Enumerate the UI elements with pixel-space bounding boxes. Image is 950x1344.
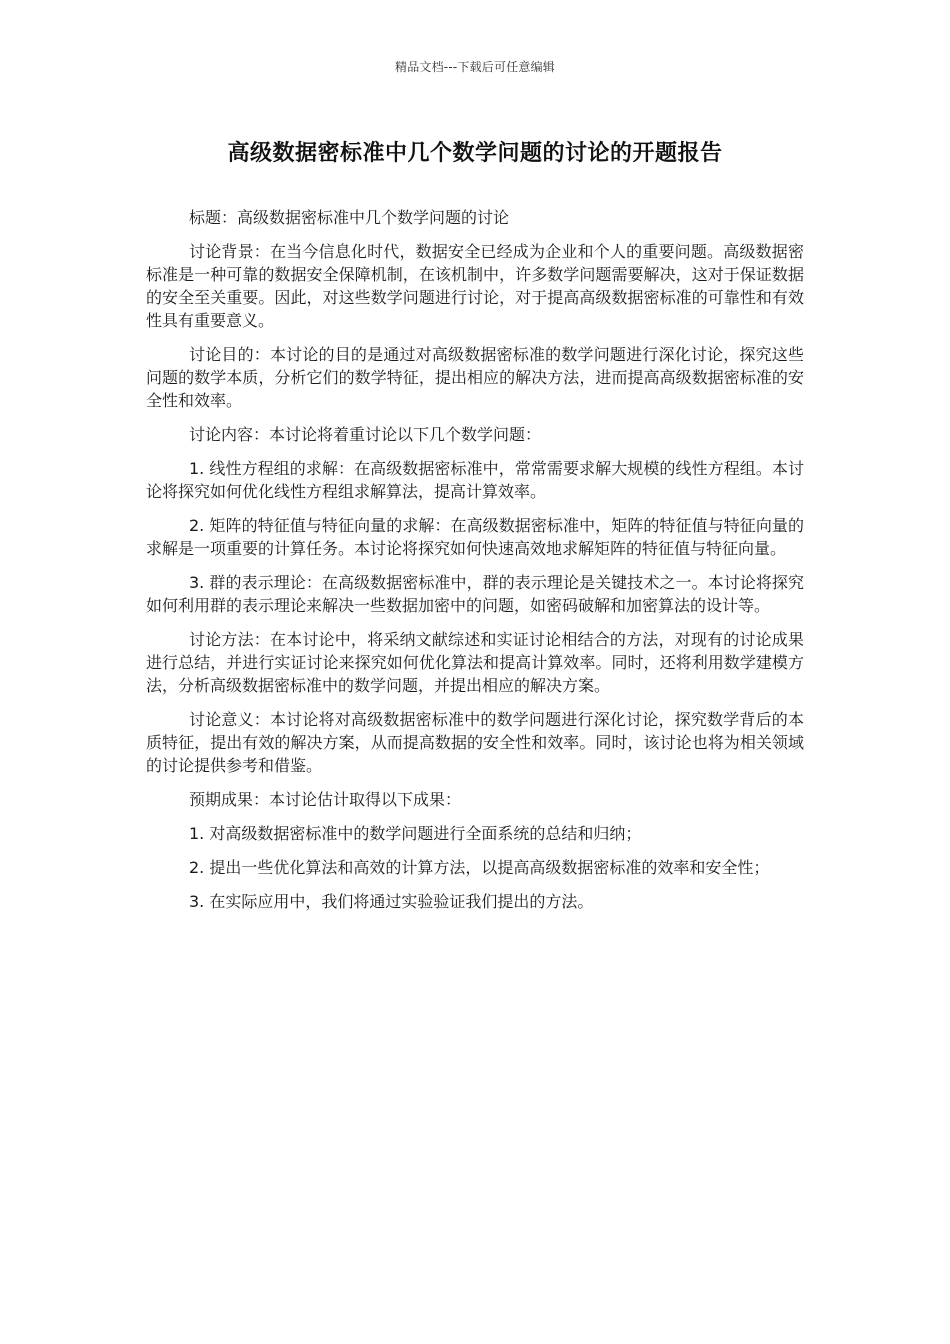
paragraph-outcome-3: 3. 在实际应用中，我们将通过实验验证我们提出的方法。 [189, 892, 594, 911]
paragraph-content-item-1: 1. 线性方程组的求解：在高级数据密标准中，常常需要求解大规模的线性方程组。本讨论将探究如何优化线性方程组求解算法，提高计算效率。 [146, 459, 804, 501]
paragraph-content-intro: 讨论内容：本讨论将着重讨论以下几个数学问题： [189, 425, 542, 444]
paragraph-outcome-2: 2. 提出一些优化算法和高效的计算方法，以提高高级数据密标准的效率和安全性； [189, 858, 770, 877]
paragraph-outcomes-intro: 预期成果：本讨论估计取得以下成果： [189, 790, 462, 809]
paragraph-significance: 讨论意义：本讨论将对高级数据密标准中的数学问题进行深化讨论，探究数学背后的本质特征，提出有效的解决方案，从而提高数据的安全性和效率。同时，该讨论也将为相关领域的讨论提供参考和借鉴。 [146, 710, 804, 775]
paragraph-outcome-1: 1. 对高级数据密标准中的数学问题进行全面系统的总结和归纳； [189, 824, 642, 843]
paragraph-topic: 标题：高级数据密标准中几个数学问题的讨论 [189, 208, 510, 227]
paragraph-content-item-3: 3. 群的表示理论：在高级数据密标准中，群的表示理论是关键技术之一。本讨论将探究如何利用群的表示理论来解决一些数据加密中的问题，如密码破解和加密算法的设计等。 [146, 573, 804, 615]
paragraph-background: 讨论背景：在当今信息化时代，数据安全已经成为企业和个人的重要问题。高级数据密标准是一种可靠的数据安全保障机制，在该机制中，许多数学问题需要解决，这对于保证数据的安全至关重要。因此，对这些数学问题进行讨论，对于提高高级数据密标准的可靠性和有效性具有重要意义。 [146, 242, 804, 330]
document-title: 高级数据密标准中几个数学问题的讨论的开题报告 [227, 141, 723, 166]
paragraph-content-item-2: 2. 矩阵的特征值与特征向量的求解：在高级数据密标准中，矩阵的特征值与特征向量的求解是一项重要的计算任务。本讨论将探究如何快速高效地求解矩阵的特征值与特征向量。 [146, 516, 804, 558]
page-header-note: 精品文档---下载后可任意编辑 [395, 60, 555, 74]
document-body [146, 206, 804, 924]
paragraph-method: 讨论方法：在本讨论中，将采纳文献综述和实证讨论相结合的方法，对现有的讨论成果进行总结，并进行实证讨论来探究如何优化算法和提高计算效率。同时，还将利用数学建模方法，分析高级数据密标准中的数学问题，并提出相应的解决方案。 [146, 630, 804, 695]
paragraph-purpose: 讨论目的：本讨论的目的是通过对高级数据密标准的数学问题进行深化讨论，探究这些问题的数学本质，分析它们的数学特征，提出相应的解决方法，进而提高高级数据密标准的安全性和效率。 [146, 345, 804, 410]
